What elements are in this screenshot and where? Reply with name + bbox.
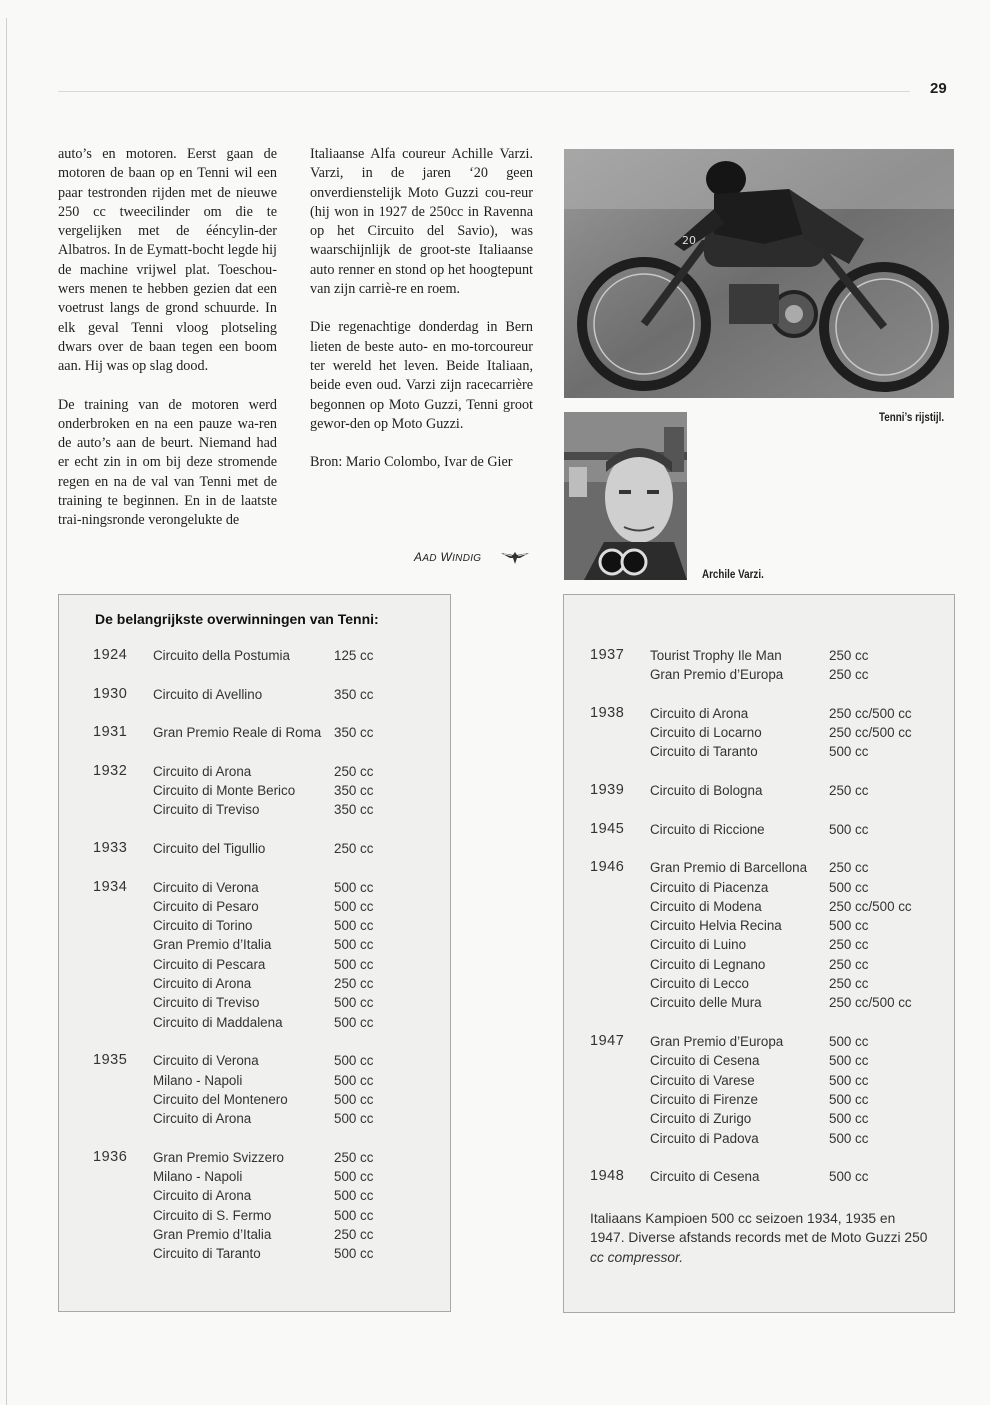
race-name: Gran Premio d’Italia [153,1226,272,1242]
engine-class: 500 cc [334,956,374,972]
race-name: Circuito di Cesena [650,1169,760,1185]
race-name: Circuito di Arona [153,763,252,779]
race-name: Gran Premio d’Europa [650,667,784,683]
year-label: 1934 [93,878,128,895]
article-column-2 [310,145,533,491]
race-name: Circuito della Postumia [153,648,290,663]
race-name: Circuito di Torino [153,918,253,934]
engine-class: 500 cc [829,744,869,760]
engine-class: 250 cc [334,1226,374,1242]
engine-class: 350 cc [334,783,374,799]
race-name: Gran Premio Svizzero [153,1149,284,1165]
race-name: Tourist Trophy Ile Man [650,648,782,663]
race-name: Circuito delle Mura [650,995,762,1011]
race-name: Circuito di S. Fermo [153,1207,272,1223]
race-name: Circuito di Zurigo [650,1111,752,1127]
paragraph: Italiaanse Alfa coureur Achille Varzi. Varzi, in de jaren ‘20 geen onverdienstelijk Moto Guzzi cou-reur (hij won in 1927 de 250cc in Ravenna op het Circuito del Savio), was waarschijnlijk de groot-ste Italiaanse auto renner en stond op het hoogtepunt van zijn carriè-re en roem. [310,146,533,298]
photo-caption: Tenni’s rijstijl. [879,410,945,424]
engine-class: 500 cc [829,1072,869,1088]
engine-class: 500 cc [829,1053,869,1069]
race-name: Circuito di Monte Berico [153,783,296,799]
year-label: 1931 [93,724,128,741]
engine-class: 350 cc [334,725,374,741]
motorcycle-photo-image [564,149,954,398]
engine-class: 250 cc [829,937,869,953]
race-name: Circuito del Montenero [153,1091,288,1107]
race-name: Circuito di Arona [153,1111,252,1127]
engine-class: 250 cc/500 cc [829,705,912,721]
race-name: Circuito di Piacenza [650,879,769,895]
race-name: Circuito di Legnano [650,956,766,972]
race-name: Circuito di Pescara [153,956,266,972]
race-name: Circuito di Maddalena [153,1014,283,1030]
engine-class: 500 cc [334,1207,374,1223]
year-label: 1936 [93,1148,128,1165]
engine-class: 250 cc [334,763,374,779]
engine-class: 500 cc [334,879,374,895]
race-name: Circuito di Firenze [650,1091,758,1107]
year-label: 1938 [590,704,625,721]
race-name: Circuito di Treviso [153,995,260,1011]
race-name: Circuito di Verona [153,879,259,895]
race-name: Circuito di Cesena [650,1053,760,1069]
engine-class: 500 cc [334,1188,374,1204]
engine-class: 250 cc/500 cc [829,725,912,741]
race-name: Circuito di Avellino [153,686,263,702]
race-name: Milano - Napoli [153,1072,243,1088]
race-name: Circuito di Locarno [650,725,762,741]
race-name: Milano - Napoli [153,1169,243,1185]
header-rule [58,91,910,92]
box-title: De belangrijkste overwinningen van Tenni: [95,611,379,627]
race-name: Circuito di Riccione [650,821,765,837]
year-label: 1933 [93,840,128,856]
year-label: 1948 [590,1168,625,1185]
engine-class: 500 cc [334,995,374,1011]
race-name: Circuito di Bologna [650,783,763,799]
race-name: Circuito di Verona [153,1053,259,1069]
race-name: Circuito di Arona [153,976,252,992]
photo-caption: Archile Varzi. [702,567,764,581]
race-name: Gran Premio di Barcellona [650,860,808,876]
race-name: Circuito di Modena [650,898,762,914]
page-edge [6,18,7,1405]
race-name: Circuito di Padova [650,1130,759,1146]
race-name: Circuito Helvia Recina [650,918,782,934]
paragraph: auto’s en motoren. Eerst gaan de motoren de baan op en Tenni wil een paar testronden rijden met de nieuwe 250 cc tweecilinder om die te vergelijken met de ééncylin-der Albatros. In de Eymatt-bocht legde hij de machine vrijwel plat. Toeschou-wers menen te hebben gezien dat een voetrust langs de grond schuurde. In elk geval Tenni vloog plotseling dwars over de baan tegen een boom aan. Hij was op slag dood. [58,146,277,375]
engine-class: 250 cc [829,976,869,992]
race-name: Circuito di Taranto [153,1246,261,1262]
author-byline: AAD WINDIG [414,550,482,564]
engine-class: 500 cc [334,1053,374,1069]
race-name: Circuito di Lecco [650,976,749,992]
race-name: Circuito di Arona [153,1188,252,1204]
engine-class: 500 cc [829,1091,869,1107]
engine-class: 500 cc [334,1246,374,1262]
race-name: Gran Premio d’Italia [153,937,272,953]
engine-class: 250 cc [829,667,869,683]
race-name: Circuito di Pesaro [153,898,259,914]
engine-class: 500 cc [829,821,869,837]
page-number: 29 [930,80,947,97]
engine-class: 500 cc [334,918,374,934]
year-label: 1930 [93,685,128,702]
year-label: 1939 [590,782,625,799]
victories-box-left [58,594,451,1312]
engine-class: 500 cc [334,1014,374,1030]
svg-text:20: 20 [682,234,696,247]
championship-note: Italiaans Kampioen 500 cc seizoen 1934, 1935 en 1947. Diverse afstands records met de Moto Guzzi 250 cc compressor. [590,1211,928,1265]
race-name: Gran Premio d’Europa [650,1034,784,1049]
engine-class: 250 cc [829,783,869,799]
engine-class: 500 cc [829,1130,869,1146]
engine-class: 500 cc [334,1072,374,1088]
race-name: Gran Premio Reale di Roma [153,725,322,741]
race-name: Circuito di Luino [650,937,747,953]
year-label: 1932 [93,762,128,779]
engine-class: 250 cc/500 cc [829,995,912,1011]
engine-class: 500 cc [334,1169,374,1185]
portrait-photo [564,412,687,580]
race-name: Circuito di Varese [650,1072,755,1088]
engine-class: 250 cc/500 cc [829,898,912,914]
engine-class: 250 cc [829,860,869,876]
year-label: 1937 [590,647,625,663]
year-label: 1946 [590,859,625,876]
moto-guzzi-eagle-icon [500,548,530,566]
engine-class: 250 cc [334,1149,374,1165]
motorcycle-photo [564,149,954,398]
portrait-photo-image [564,412,687,580]
year-label: 1947 [590,1033,625,1049]
paragraph: Die regenachtige donderdag in Bern lieten de beste auto- en mo-torcoureur ter wereld het leven. Beide Italiaan, beide even oud. Varzi zijn racecarrière begonnen op Moto Guzzi, Tenni groot gewor-den op Moto Guzzi. [310,319,533,432]
engine-class: 350 cc [334,802,374,818]
engine-class: 500 cc [334,898,374,914]
race-name: Circuito di Treviso [153,802,260,818]
race-name: Circuito di Arona [650,705,749,721]
victories-box-right [563,594,955,1313]
engine-class: 250 cc [829,648,869,663]
year-label: 1924 [93,647,128,663]
engine-class: 125 cc [334,648,374,663]
year-label: 1945 [590,820,625,837]
engine-class: 500 cc [829,879,869,895]
engine-class: 500 cc [829,1111,869,1127]
source-line: Bron: Mario Colombo, Ivar de Gier [310,454,513,471]
article-column-1 [58,145,277,550]
race-name: Circuito del Tigullio [153,841,266,856]
engine-class: 500 cc [829,1034,869,1049]
engine-class: 250 cc [334,841,374,856]
engine-class: 500 cc [829,1169,869,1185]
paragraph: De training van de motoren werd onderbroken en na een pauze wa-ren de auto’s aan de beurt. Niemand had er echt zin in om bij deze stromende regen en na de val van Tenni met de training te beginnen. En in de laatste trai-ningsronde verongelukte de [58,396,277,529]
engine-class: 350 cc [334,686,374,702]
engine-class: 500 cc [334,937,374,953]
engine-class: 500 cc [829,918,869,934]
engine-class: 500 cc [334,1091,374,1107]
engine-class: 250 cc [334,976,374,992]
year-label: 1935 [93,1052,128,1069]
engine-class: 250 cc [829,956,869,972]
engine-class: 500 cc [334,1111,374,1127]
race-name: Circuito di Taranto [650,744,758,760]
